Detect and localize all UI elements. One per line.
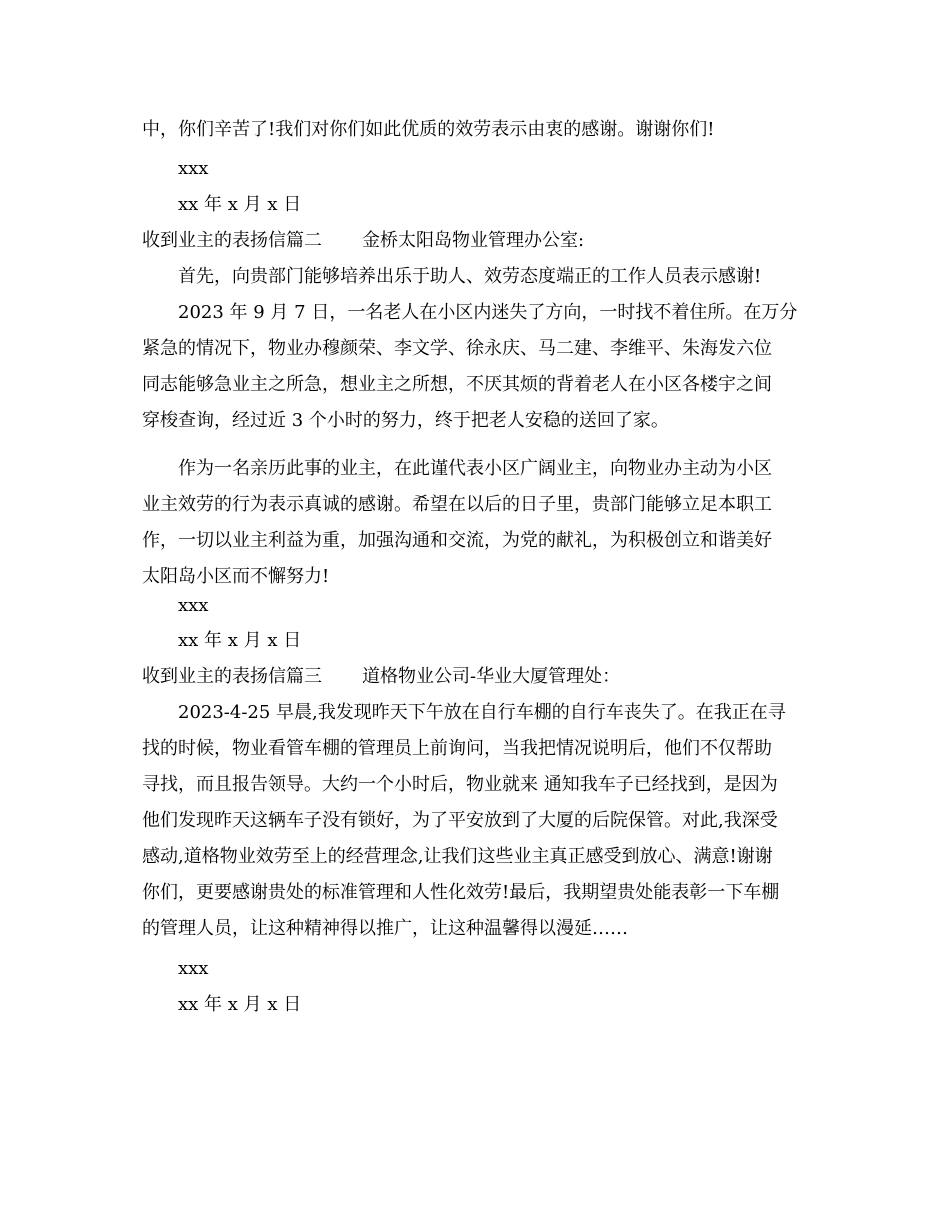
text-line: 感动,道格物业效劳至上的经营理念,让我们这些业主真正感受到放心、满意!谢谢 xyxy=(142,846,773,867)
text-line: 寻找，而且报告领导。大约一个小时后，物业就来 通知我车子已经找到，是因为 xyxy=(142,774,778,795)
text-line: 中，你们辛苦了!我们对你们如此优质的效劳表示由衷的感谢。谢谢你们! xyxy=(142,119,715,140)
text-line: 太阳岛小区而不懈努力! xyxy=(142,566,330,587)
signature-name: xxx xyxy=(178,595,209,616)
letter-recipient: 道格物业公司-华业大厦管理处： xyxy=(362,666,621,687)
section-heading-3 xyxy=(142,665,822,689)
text-line: 同志能够急业主之所急，想业主之所想，不厌其烦的背着老人在小区各楼宇之间 xyxy=(142,374,772,395)
section-heading-2 xyxy=(142,229,822,253)
text-line: 找的时候，物业看管车棚的管理员上前询问，当我把情况说明后，他们不仅帮助 xyxy=(142,738,772,759)
text-line: 作为一名亲历此事的业主，在此谨代表小区广阔业主，向物业办主动为小区 xyxy=(178,458,772,479)
section-title: 收到业主的表扬信篇三 xyxy=(142,666,322,687)
section-title: 收到业主的表扬信篇二 xyxy=(142,230,322,251)
signature-date: xx 年 x 月 x 日 xyxy=(178,994,302,1015)
text-line: 2023-4-25 早晨,我发现昨天下午放在自行车棚的自行车丧失了。在我正在寻 xyxy=(178,702,786,723)
text-line: 他们发现昨天这辆车子没有锁好，为了平安放到了大厦的后院保管。对此,我深受 xyxy=(142,810,778,831)
text-line: 你们，更要感谢贵处的标准管理和人性化效劳!最后，我期望贵处能表彰一下车棚 xyxy=(142,882,780,903)
signature-name: xxx xyxy=(178,958,209,979)
signature-date: xx 年 x 月 x 日 xyxy=(178,194,302,215)
text-line: 的管理人员，让这种精神得以推广，让这种温馨得以漫延…… xyxy=(142,918,628,939)
signature-name: xxx xyxy=(178,158,209,179)
text-line: 穿梭查询，经过近 3 个小时的努力，终于把老人安稳的送回了家。 xyxy=(142,410,669,431)
text-line: 业主效劳的行为表示真诚的感谢。希望在以后的日子里，贵部门能够立足本职工 xyxy=(142,494,772,515)
signature-date: xx 年 x 月 x 日 xyxy=(178,630,302,651)
letter-recipient: 金桥太阳岛物业管理办公室: xyxy=(362,230,585,251)
text-line: 2023 年 9 月 7 日，一名老人在小区内迷失了方向，一时找不着住所。在万分 xyxy=(178,302,798,323)
text-line: 紧急的情况下，物业办穆颜荣、李文学、徐永庆、马二建、李维平、朱海发六位 xyxy=(142,338,772,359)
text-line: 作，一切以业主利益为重，加强沟通和交流，为党的献礼，为积极创立和谐美好 xyxy=(142,530,772,551)
text-line: 首先，向贵部门能够培养出乐于助人、效劳态度端正的工作人员表示感谢! xyxy=(178,266,762,287)
